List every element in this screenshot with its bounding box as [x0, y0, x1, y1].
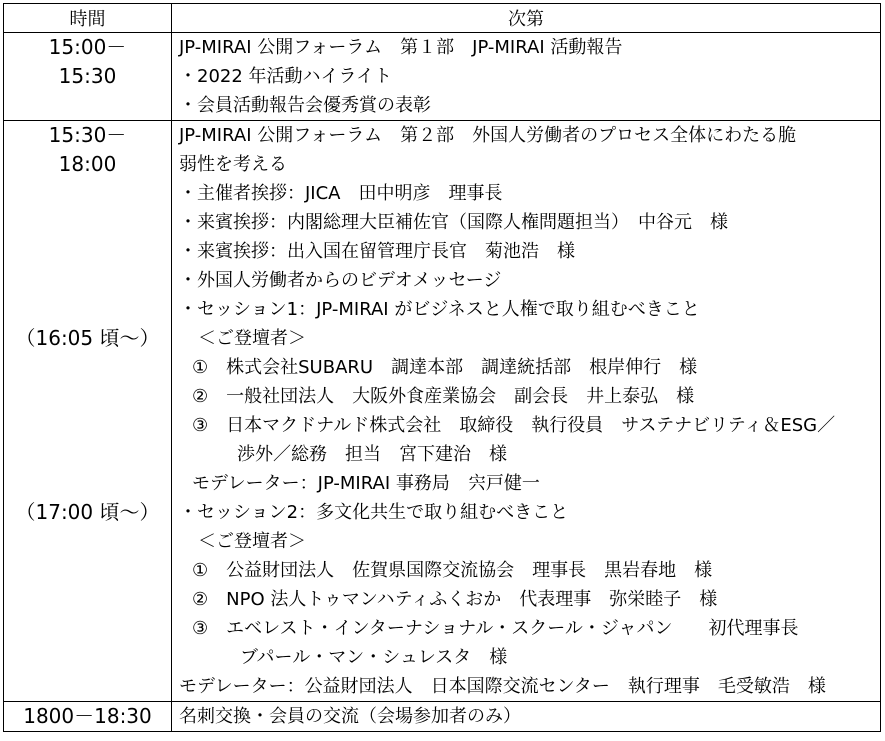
speaker-item: ③ 日本マクドナルド株式会社 取締役 執行役員 サステナビリティ＆ESG／: [192, 415, 836, 436]
speaker-item-cont: ブパール・マン・シュレスタ 様: [240, 647, 508, 668]
moderator: モデレーター：公益財団法人 日本国際交流センター 執行理事 毛受敏浩 様: [179, 676, 826, 697]
time-end: 15:30: [58, 64, 117, 88]
time-range: 1800－18:30: [23, 704, 152, 728]
session1-title: ・セッション1：JP-MIRAI がビジネスと人権で取り組むべきこと: [179, 299, 700, 320]
speakers-label: ＜ご登壇者＞: [198, 328, 306, 349]
program-item: ・会員活動報告会優秀賞の表彰: [179, 95, 431, 116]
session2-time: （17:00 頃～）: [15, 500, 160, 524]
program-cell: [172, 33, 881, 121]
program-item: ・来賓挨拶：内閣総理大臣補佐官（国際人権問題担当） 中谷元 様: [179, 212, 728, 233]
program-item: ・来賓挨拶：出入国在留管理庁長官 菊池浩 様: [179, 241, 575, 262]
program-title-cont: 弱性を考える: [179, 154, 287, 175]
session1-time: （16:05 頃～）: [15, 326, 160, 350]
header-row: [4, 4, 881, 33]
speaker-item: ② 一般社団法人 大阪外食産業協会 副会長 井上泰弘 様: [192, 386, 695, 407]
program-title: JP-MIRAI 公開フォーラム 第１部 JP-MIRAI 活動報告: [179, 37, 623, 58]
time-cell: [4, 121, 172, 702]
header-time: 時間: [4, 4, 172, 33]
table-row: [4, 121, 881, 702]
program-item: ・主催者挨拶：JICA 田中明彦 理事長: [179, 183, 503, 204]
speaker-item: ③ エベレスト・インターナショナル・スクール・ジャパン 初代理事長: [192, 618, 799, 639]
time-start: 15:00－: [48, 35, 127, 59]
moderator: モデレーター：JP-MIRAI 事務局 宍戸健一: [192, 473, 540, 494]
program-item: 名刺交換・会員の交流（会場参加者のみ）: [179, 706, 521, 727]
table-row: [4, 702, 881, 732]
program-item: ・外国人労働者からのビデオメッセージ: [179, 270, 502, 291]
speakers-label: ＜ご登壇者＞: [198, 531, 306, 552]
program-title: JP-MIRAI 公開フォーラム 第２部 外国人労働者のプロセス全体にわたる脆: [179, 125, 797, 146]
program-item: ・2022 年活動ハイライト: [179, 66, 392, 87]
speaker-item: ① 株式会社SUBARU 調達本部 調達統括部 根岸伸行 様: [192, 357, 698, 378]
schedule-table: [3, 3, 881, 732]
table-row: [4, 33, 881, 121]
header-program: 次第: [172, 4, 881, 33]
program-cell: [172, 121, 881, 702]
speaker-item-cont: 渉外／総務 担当 宮下建治 様: [237, 444, 507, 465]
time-cell: [4, 702, 172, 732]
time-end: 18:00: [58, 152, 117, 176]
program-cell: [172, 702, 881, 732]
session2-title: ・セッション2：多文化共生で取り組むべきこと: [179, 502, 569, 523]
speaker-item: ② NPO 法人トゥマンハティふくおか 代表理事 弥栄睦子 様: [192, 589, 718, 610]
time-cell: [4, 33, 172, 121]
speaker-item: ① 公益財団法人 佐賀県国際交流協会 理事長 黒岩春地 様: [192, 560, 713, 581]
time-start: 15:30－: [48, 123, 127, 147]
